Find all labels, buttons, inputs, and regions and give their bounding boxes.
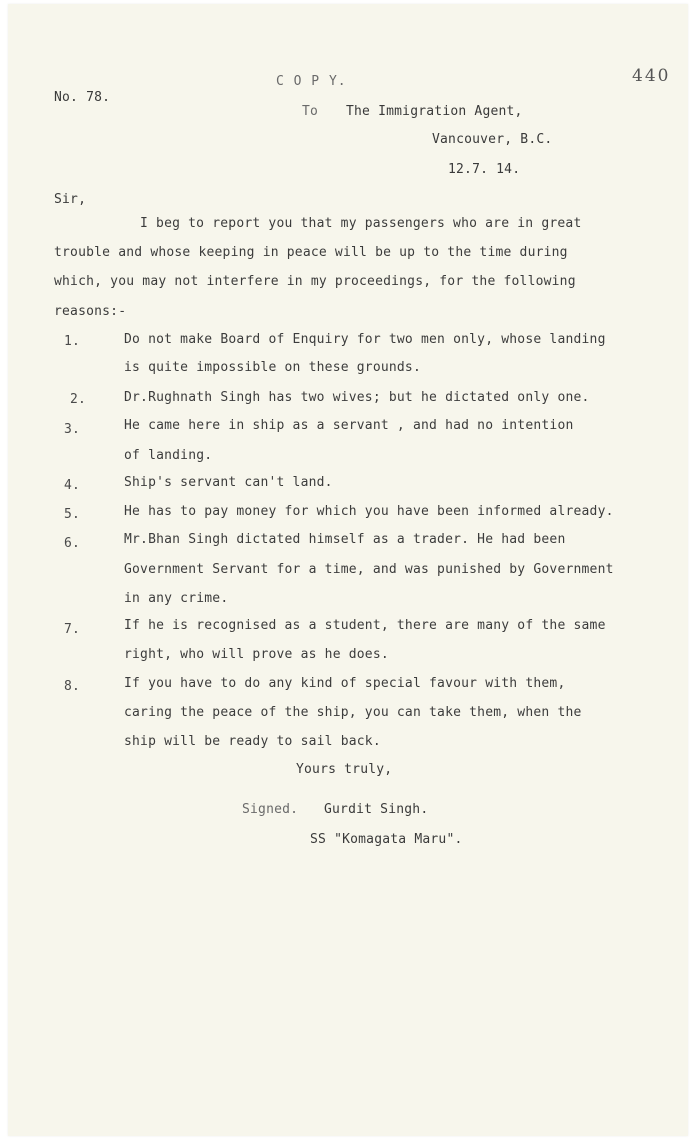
item-number: 4. [64,478,81,493]
item-line: Mr.Bhan Singh dictated himself as a trader. He had been [124,532,566,547]
signed-label: Signed. [242,802,299,817]
copy-label: C O P Y. [276,74,347,89]
item-number: 3. [64,422,81,437]
item-line: If he is recognised as a student, there are many of the same [124,618,606,633]
item-line: of landing. [124,448,213,463]
item-number: 2. [70,392,87,407]
item-line: He came here in ship as a servant , and had no intention [124,418,574,433]
closing: Yours truly, [296,762,393,777]
intro-line: trouble and whose keeping in peace will be up to the time during [54,245,568,260]
item-number: 1. [64,334,81,349]
item-line: If you have to do any kind of special favour with them, [124,676,566,691]
item-line: Ship's servant can't land. [124,475,333,490]
item-number: 6. [64,536,81,551]
recipient-city: Vancouver, B.C. [432,132,553,147]
letter-date: 12.7. 14. [448,162,521,177]
item-number: 5. [64,507,81,522]
item-line: Dr.Rughnath Singh has two wives; but he dictated only one. [124,390,590,405]
item-number: 8. [64,679,81,694]
item-line: is quite impossible on these grounds. [124,360,421,375]
item-number: 7. [64,622,81,637]
signatory-name: Gurdit Singh. [324,802,429,817]
recipient: The Immigration Agent, [346,104,523,119]
document-page [8,4,688,1136]
item-line: caring the peace of the ship, you can take them, when the [124,705,582,720]
item-line: Do not make Board of Enquiry for two men only, whose landing [124,332,606,347]
item-line: in any crime. [124,591,229,606]
intro-line: I beg to report you that my passengers who are in great [140,216,582,231]
intro-line: reasons:- [54,304,127,319]
to-label: To [302,104,319,119]
intro-line: which, you may not interfere in my proceedings, for the following [54,274,576,289]
item-line: Government Servant for a time, and was punished by Government [124,562,614,577]
salutation: Sir, [54,192,87,207]
folio-number: 440 [632,66,671,86]
document-number: No. 78. [54,90,111,105]
item-line: ship will be ready to sail back. [124,734,381,749]
item-line: right, who will prove as he does. [124,647,389,662]
item-line: He has to pay money for which you have been informed already. [124,504,614,519]
ship-name: SS "Komagata Maru". [310,832,463,847]
